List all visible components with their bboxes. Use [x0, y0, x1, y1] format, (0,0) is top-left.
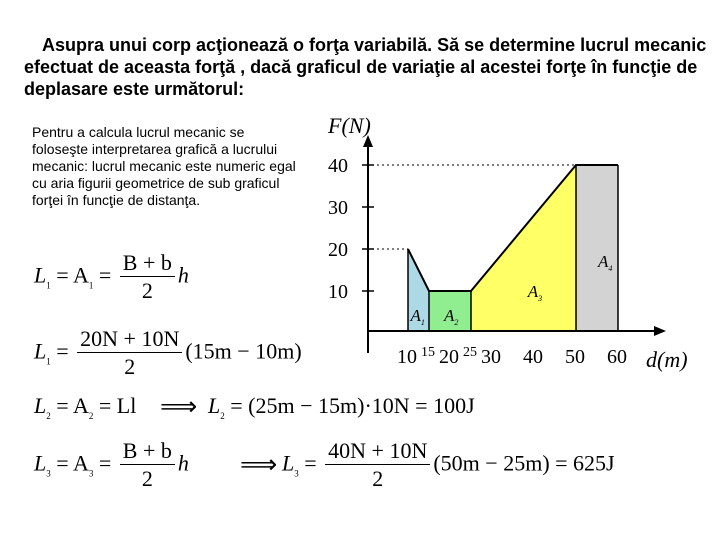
x-tick-label: 50 [565, 346, 585, 368]
x-axis-label: d(m) [646, 347, 688, 372]
y-axis-label: F(N) [328, 113, 371, 138]
formula-l2: $L_2 = A_2 = Ll$ [34, 393, 137, 421]
region-label-a3: $A_3$ [527, 282, 543, 303]
formula-l3-general: $L_3 = A_3$ = $\frac{B + b}{2}$ h [34, 438, 189, 491]
area-region-a4 [576, 165, 618, 331]
formula-l3-result: $L_3$ = $\frac{40N + 10N}{2}$ (50m − 25m) = 625J [282, 438, 615, 491]
region-label-a2: $A_2$ [444, 306, 459, 327]
y-tick-label: 30 [328, 197, 348, 219]
x-tick-label: 20 [439, 346, 459, 368]
formula-l2-result: $L_2 = (25m - 15m)\cdot 10N = 100J$ [208, 393, 475, 421]
force-displacement-chart [320, 105, 710, 380]
x-tick-label: 25 [463, 345, 477, 360]
region-label-a1: $A_1$ [410, 306, 425, 327]
x-tick-label: 60 [607, 346, 627, 368]
implies-arrow-icon: ⟹ [240, 450, 278, 480]
x-tick-label: 10 [397, 346, 417, 368]
x-axis-arrow [654, 326, 666, 336]
x-tick-label: 30 [481, 346, 501, 368]
implies-arrow-icon: ⟹ [160, 392, 198, 422]
x-tick-label: 15 [421, 345, 435, 360]
y-tick-label: 20 [328, 239, 348, 261]
method-note: Pentru a calcula lucrul mecanic se foloseşte interpretarea grafică a lucrului mecanic: lucrul mecanic este numeric egal cu aria figurii geometrice de sub graficul forţei în funcţie de distanţa. [32, 124, 296, 208]
region-label-a4: $A_4$ [598, 252, 613, 273]
formula-l1-numeric: $L_1$ = $\frac{20N + 10N}{2}$ (15m − 10m) [34, 326, 302, 379]
problem-statement: Asupra unui corp acţionează o forţa variabilă. Să se determine lucrul mecanic efectuat de aceasta forţă , dacă graficul de variaţie al acestei forţe în funcţie de deplasare este următorul: [24, 35, 707, 99]
x-tick-label: 40 [523, 346, 543, 368]
y-tick-label: 40 [328, 155, 348, 177]
area-region-a3 [471, 165, 576, 331]
y-tick-label: 10 [328, 281, 348, 303]
formula-l1-general: $L_1 = A_1$ = $\frac{B + b}{2}$ h [34, 250, 189, 303]
